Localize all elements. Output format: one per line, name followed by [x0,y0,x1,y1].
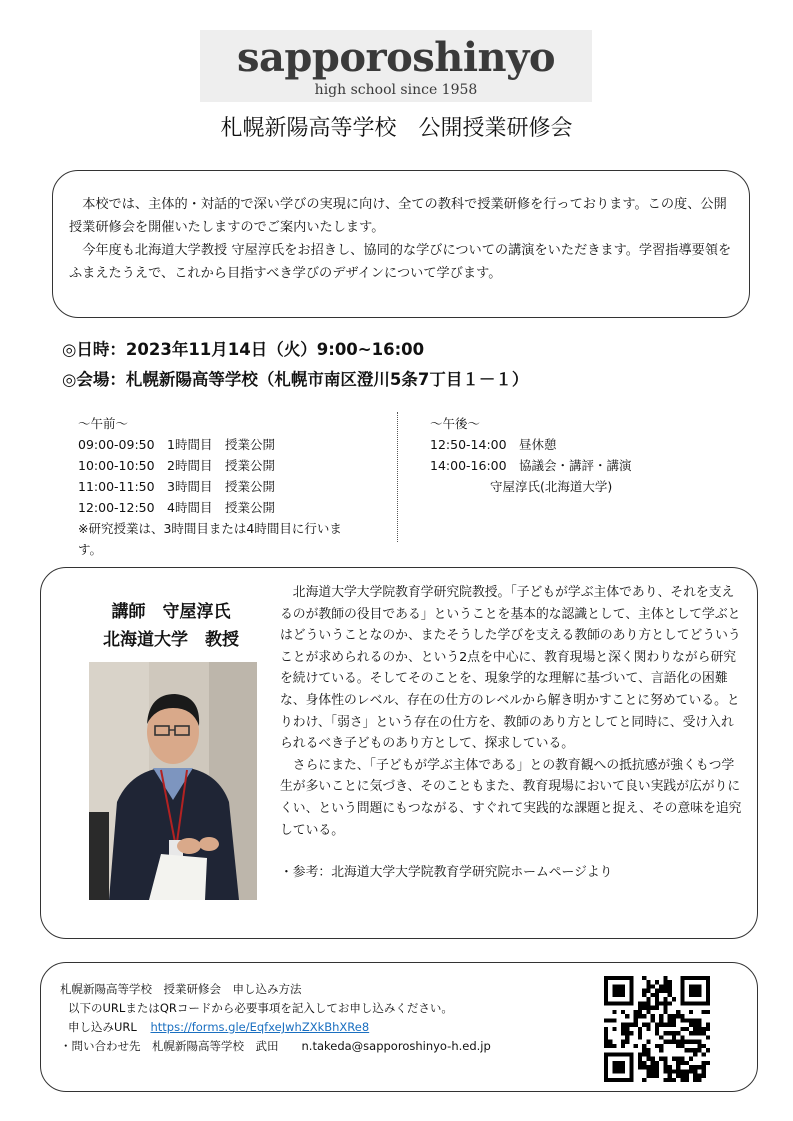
schedule-item: 12:00-12:50 4時間目 授業公開 [78,500,276,515]
school-logo [200,30,592,102]
application-instructions: 以下のURLまたはQRコードから必要事項を記入してお申し込みください。 [68,1001,453,1015]
schedule-item: 14:00-16:00 協議会・講評・講演 [430,458,632,473]
lecturer-name: 講師 守屋淳氏 [111,602,231,622]
morning-header: ～午前～ [78,416,129,431]
logo-tagline: high school since 1958 [314,82,478,98]
schedule-item: 09:00-09:50 1時間目 授業公開 [78,437,276,452]
qr-code-icon[interactable] [604,976,710,1082]
bio-paragraph-2: さらにまた、「子どもが学ぶ主体である」との教育観への抵抗感が強くもつ学生が多いことに気づき、そのこともまた、教育現場において良い実践が広がりにくい、という問題にもつながる、すぐれて実践的な課題と捉え、その意味を追究している。 [280,757,742,838]
application-url-row [60,1018,491,1037]
schedule-item: 10:00-10:50 2時間目 授業公開 [78,458,276,473]
lecturer-affiliation: 北海道大学 教授 [103,630,239,650]
logo-wordmark: sapporoshinyo [236,34,556,81]
intro-paragraph-1: 本校では、主体的・対話的で深い学びの実現に向け、全ての教科で授業研修を行っております。この度、公開授業研修会を開催いたしますのでご案内いたします。 [69,197,727,235]
event-venue: ◎会場：札幌新陽高等学校（札幌市南区澄川5条7丁目１－１） [62,370,529,389]
schedule-divider [397,412,398,542]
lecturer-bio [280,582,742,884]
afternoon-header: ～午後～ [430,416,481,431]
application-url-label: 申し込みURL [68,1020,137,1034]
lecturer-photo-illustration [89,662,257,900]
page-title: 札幌新陽高等学校 公開授業研修会 [220,116,573,141]
intro-box [52,170,750,318]
application-info [60,980,491,1056]
morning-note: ※研究授業は、3時間目または4時間目に行います。 [78,521,342,557]
schedule-item: 12:50-14:00 昼休憩 [430,437,557,452]
morning-schedule [78,413,368,560]
afternoon-speaker: 守屋淳氏(北海道大学) [490,479,613,494]
lecturer-photo [89,662,257,900]
afternoon-schedule [430,413,730,497]
schedule-item: 11:00-11:50 3時間目 授業公開 [78,479,276,494]
application-heading: 札幌新陽高等学校 授業研修会 申し込み方法 [60,982,302,996]
application-url-link[interactable]: https://forms.gle/EqfxeJwhZXkBhXRe8 [150,1020,370,1034]
bio-reference: ・参考：北海道大学大学院教育学研究院ホームページより [280,865,613,881]
event-datetime: ◎日時：2023年11月14日（火）9:00~16:00 [62,340,425,359]
bio-paragraph-1: 北海道大学大学院教育学研究院教授。「子どもが学ぶ主体であり、それを支えるのが教師の役目である」ということを基本的な認識として、主体として学ぶとはどういうことなのか、またそうした学びを支える教師のあり方としてどういうことが求められるのか、という2点を中心に、教育現場と深く関わりながら研究を続けている。そしてそのことを、現象学的な理解に基づいて、言語化の困難な、身体性のレベル、存在の仕方のレベルから解き明かすことに努めている。とりわけ、「弱さ」という存在の仕方を、教師のあり方としてと同時に、受け入れられるべき子どものあり方として、探求している。 [280,585,741,752]
intro-paragraph-2: 今年度も北海道大学教授 守屋淳氏をお招きし、協同的な学びについての講演をいただきます。学習指導要領をふまえたうえで、これから目指すべき学びのデザインについて学びます。 [69,243,732,281]
contact-info: ・問い合わせ先 札幌新陽高等学校 武田 n.takeda@sapporoshinyo-h.ed.jp [60,1039,491,1053]
